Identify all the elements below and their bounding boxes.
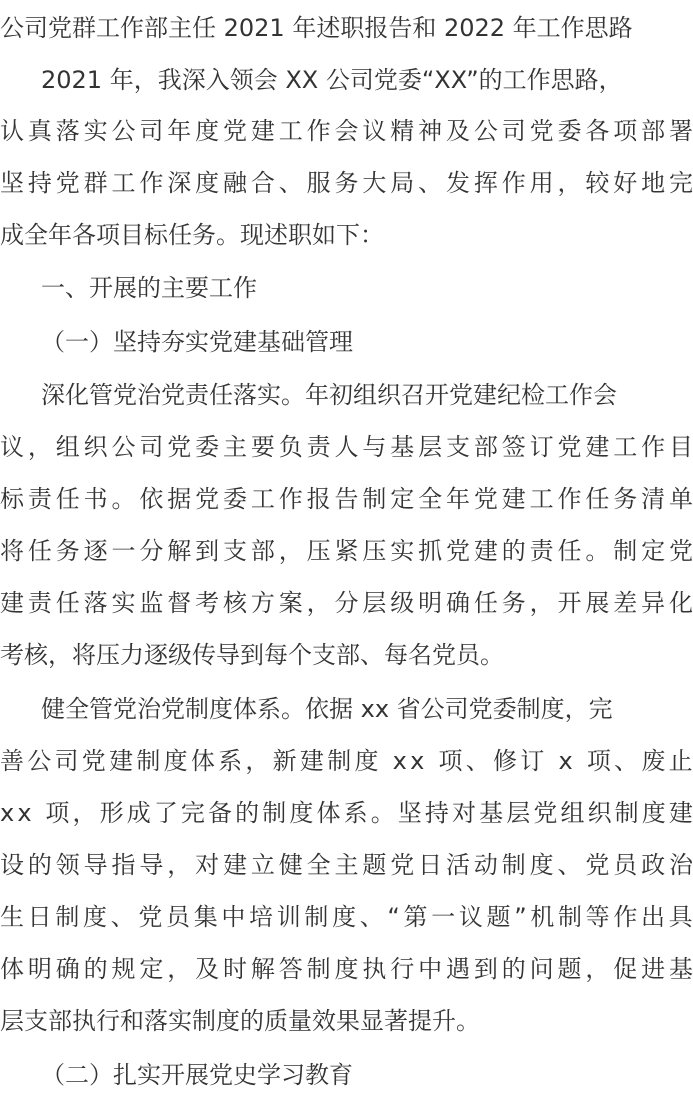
subsection-heading: （一）坚持夯实党建基础管理 — [41, 328, 353, 356]
subsection-heading: （二）扎实开展党史学习教育 — [41, 1061, 353, 1089]
paragraph-line: 将 任 务 逐 一 分 解 到 支 部 ， 压 紧 压 实 抓 党 建 的 责 任 。 制 定 党 — [0, 537, 693, 565]
paragraph-line: 层支部执行和落实制度的质量效果显著提升。 — [0, 1007, 480, 1035]
intro-line: 认 真 落 实 公 司 年 度 党 建 工 作 会 议 精 神 及 公 司 党 委 各 项 部 署 — [0, 117, 693, 145]
paragraph-line: 考核，将压力逐级传导到每个支部、每名党员。 — [0, 641, 504, 669]
intro-line: 2021 年，我深入领会 XX 公司党委“XX”的工作思路， — [41, 66, 623, 94]
paragraph-line: 设 的 领 导 指 导 ， 对 建 立 健 全 主 题 党 日 活 动 制 度 、 党 员 政 治 — [0, 851, 693, 879]
document-title: 公司党群工作部主任 2021 年述职报告和 2022 年工作思路 — [0, 14, 633, 42]
intro-line: 成全年各项目标任务。现述职如下： — [0, 221, 384, 249]
paragraph-line: x x 项 ， 形 成 了 完 备 的 制 度 体 系 。 坚 持 对 基 层 党 组 织 制 度 建 — [0, 799, 693, 827]
paragraph-line: 深化管党治党责任落实。年初组织召开党建纪检工作会 — [41, 381, 617, 409]
paragraph-line: 体 明 确 的 规 定 ， 及 时 解 答 制 度 执 行 中 遇 到 的 问 题 ， 促 进 基 — [0, 955, 693, 983]
paragraph-line: 健全管党治党制度体系。依据 xx 省公司党委制度，完 — [41, 695, 613, 723]
paragraph-line: 生 日 制 度 、 党 员 集 中 培 训 制 度 、 “ 第 一 议 题 ” 机 制 等 作 出 具 — [0, 903, 693, 931]
paragraph-line: 善 公 司 党 建 制 度 体 系 ， 新 建 制 度 x x 项 、 修 订 x 项 、 废 止 — [0, 747, 693, 775]
paragraph-line: 标 责 任 书 。 依 据 党 委 工 作 报 告 制 定 全 年 党 建 工 作 任 务 清 单 — [0, 485, 693, 513]
paragraph-line: 议 ， 组 织 公 司 党 委 主 要 负 责 人 与 基 层 支 部 签 订 党 建 工 作 目 — [0, 433, 693, 461]
section-heading: 一、开展的主要工作 — [41, 274, 257, 302]
paragraph-line: 建 责 任 落 实 监 督 考 核 方 案 ， 分 层 级 明 确 任 务 ， 开 展 差 异 化 — [0, 589, 693, 617]
intro-line: 坚 持 党 群 工 作 深 度 融 合 、 服 务 大 局 、 发 挥 作 用 ， 较 好 地 完 — [0, 169, 693, 197]
